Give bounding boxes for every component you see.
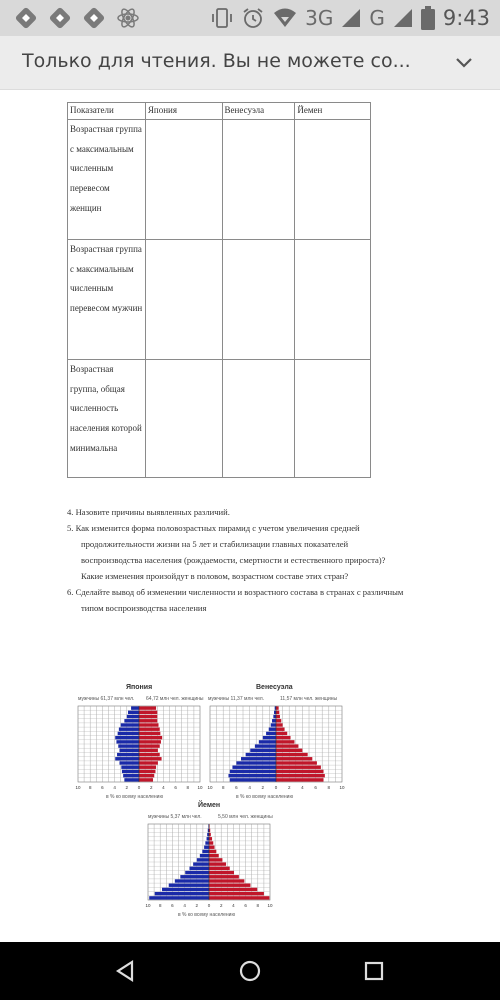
women-bar <box>276 774 325 777</box>
table-cell <box>222 120 295 240</box>
system-icons <box>211 6 490 30</box>
tick-label: 6 <box>244 903 247 908</box>
table-row <box>68 240 371 360</box>
recents-icon[interactable] <box>360 957 388 985</box>
tick-label: 8 <box>186 785 190 790</box>
men-bar <box>236 761 276 764</box>
pyramid-chart <box>206 704 346 790</box>
men-bar <box>155 892 209 895</box>
question-5-cont: Какие изменения произойдут в половом, возрастном составе этих стран? <box>81 571 349 581</box>
tick-label: 4 <box>113 785 116 790</box>
women-caption: 64,72 млн чел. женщины <box>146 696 204 702</box>
women-bar <box>276 757 312 760</box>
table-row <box>68 360 371 478</box>
chevron-down-icon[interactable] <box>454 53 474 73</box>
question-6: 6. Сделайте вывод об изменении численности и возрастного состава в странах с различным <box>67 587 404 597</box>
women-bar <box>276 719 281 722</box>
question-5-cont: продолжительности жизни на 5 лет и стабилизации главных показателей <box>81 539 349 549</box>
tick-label: 8 <box>158 903 162 908</box>
men-bar <box>197 858 209 861</box>
men-bar <box>149 896 209 899</box>
table-cell <box>145 360 222 478</box>
tick-label: 4 <box>301 785 304 790</box>
men-bar <box>272 719 276 722</box>
tick-label: 10 <box>267 903 273 908</box>
women-bar <box>139 757 162 760</box>
women-bar <box>276 761 317 764</box>
men-bar <box>117 753 139 756</box>
table-header: Йемен <box>295 103 371 120</box>
tick-label: 6 <box>235 785 238 790</box>
women-bar <box>209 846 214 849</box>
tick-label: 6 <box>314 785 317 790</box>
men-bar <box>131 706 139 709</box>
tick-label: 2 <box>195 903 199 908</box>
navigation-bar <box>0 942 500 1000</box>
tick-label: 8 <box>256 903 260 908</box>
tick-label: 2 <box>219 903 223 908</box>
women-bar <box>276 732 287 735</box>
women-bar <box>276 770 324 773</box>
pyramid-chart <box>144 822 274 908</box>
women-bar <box>209 841 213 844</box>
men-bar <box>124 778 139 781</box>
tick-label: 0 <box>274 785 278 790</box>
men-bar <box>118 744 139 747</box>
men-bar <box>116 740 139 743</box>
women-bar <box>139 774 154 777</box>
pyramid-venezuela <box>206 682 346 812</box>
network-type-label-2: G <box>369 6 385 30</box>
tick-label: 2 <box>261 785 265 790</box>
women-bar <box>209 850 216 853</box>
men-bar <box>118 732 139 735</box>
men-bar <box>266 732 276 735</box>
women-caption: 11,57 млн чел. женщины <box>280 696 338 702</box>
tick-label: 8 <box>221 785 225 790</box>
women-bar <box>209 862 226 865</box>
status-bar <box>0 0 500 36</box>
pyramid-title: Япония <box>126 684 153 691</box>
women-bar <box>276 740 294 743</box>
women-bar <box>209 888 257 891</box>
question-4: 4. Назовите причины выявленных различий. <box>67 507 230 517</box>
women-bar <box>139 736 162 739</box>
tick-label: 4 <box>248 785 251 790</box>
men-bar <box>121 766 139 769</box>
tick-label: 8 <box>88 785 92 790</box>
pyramid-chart <box>74 704 204 790</box>
table-cell <box>295 360 371 478</box>
tick-label: 10 <box>207 785 213 790</box>
men-bar <box>202 850 209 853</box>
axis-caption: в % ко всему населению <box>106 794 164 800</box>
men-bar <box>193 862 209 865</box>
men-bar <box>250 749 276 752</box>
men-caption: мужчины 5,37 млн чел. <box>148 814 202 820</box>
men-bar <box>175 879 209 882</box>
app-notification-icon <box>48 6 72 30</box>
women-bar <box>276 715 280 718</box>
comparison-table <box>67 102 371 478</box>
women-bar <box>139 749 158 752</box>
men-bar <box>269 728 276 731</box>
women-bar <box>139 761 158 764</box>
row-label: Возрастная группа с максимальным численным перевесом мужчин <box>70 244 143 314</box>
men-bar <box>180 875 209 878</box>
women-bar <box>209 867 230 870</box>
women-bar <box>139 715 157 718</box>
men-bar <box>263 736 276 739</box>
women-bar <box>209 875 239 878</box>
pyramid-yemen <box>144 800 274 930</box>
question-list <box>67 504 467 616</box>
tick-label: 4 <box>162 785 165 790</box>
women-bar <box>209 858 222 861</box>
men-caption: мужчины 61,37 млн чел. <box>78 696 135 702</box>
clock: 9:43 <box>442 6 490 30</box>
tick-label: 0 <box>207 903 211 908</box>
app-notification-icon <box>82 6 106 30</box>
women-bar <box>209 884 250 887</box>
women-bar <box>276 706 279 709</box>
tick-label: 10 <box>145 903 151 908</box>
table-cell <box>145 240 222 360</box>
network-type-label: 3G <box>305 6 334 30</box>
men-bar <box>204 846 209 849</box>
question-5-cont: воспроизводства населения (рождаемости, смертности и естественного прироста)? <box>81 555 386 565</box>
women-bar <box>209 892 264 895</box>
men-bar <box>124 719 139 722</box>
men-bar <box>241 757 276 760</box>
pyramid-title: Венесуэла <box>256 684 293 691</box>
tick-label: 6 <box>171 903 174 908</box>
women-bar <box>276 778 324 781</box>
men-bar <box>232 766 276 769</box>
row-label: Возрастная группа с максимальным численным перевесом женщин <box>70 124 142 213</box>
read-only-notice: Только для чтения. Вы не можете со... <box>22 50 411 72</box>
women-bar <box>276 749 302 752</box>
tick-label: 8 <box>327 785 331 790</box>
table-cell <box>222 240 295 360</box>
men-bar <box>123 774 139 777</box>
back-icon[interactable] <box>112 957 140 985</box>
women-bar <box>139 770 155 773</box>
vibrate-icon <box>211 6 233 30</box>
table-cell <box>222 360 295 478</box>
pyramid-title: Йемен <box>198 802 221 809</box>
men-bar <box>119 728 139 731</box>
question-5: 5. Как изменится форма половозрастных пирамид с учетом увеличения средней <box>67 523 360 533</box>
men-bar <box>200 854 209 857</box>
tick-label: 0 <box>137 785 141 790</box>
men-bar <box>205 841 209 844</box>
men-bar <box>185 871 209 874</box>
men-bar <box>169 884 209 887</box>
tick-label: 2 <box>287 785 291 790</box>
men-bar <box>255 744 276 747</box>
table-cell <box>295 120 371 240</box>
tick-label: 4 <box>183 903 186 908</box>
women-bar <box>139 766 156 769</box>
men-bar <box>162 888 209 891</box>
wifi-icon <box>273 7 297 29</box>
women-bar <box>209 837 212 840</box>
men-bar <box>230 770 276 773</box>
table-header-row <box>68 103 371 120</box>
app-notification-icon <box>14 6 38 30</box>
men-bar <box>228 774 276 777</box>
tick-label: 10 <box>75 785 81 790</box>
men-bar <box>230 778 276 781</box>
table-cell <box>68 120 146 240</box>
women-bar <box>139 778 153 781</box>
home-icon[interactable] <box>236 957 264 985</box>
alarm-icon <box>241 6 265 30</box>
women-bar <box>276 728 285 731</box>
table-header: Венесуэла <box>222 103 295 120</box>
table-header: Показатели <box>68 103 146 120</box>
pyramid-japan <box>74 682 204 812</box>
table-cell <box>145 120 222 240</box>
men-bar <box>121 723 139 726</box>
men-bar <box>259 740 276 743</box>
men-bar <box>128 711 139 714</box>
document-header <box>0 36 500 90</box>
men-bar <box>115 736 139 739</box>
women-bar <box>276 753 308 756</box>
men-bar <box>119 761 139 764</box>
men-bar <box>122 770 139 773</box>
women-bar <box>276 711 279 714</box>
signal-icon <box>393 8 413 28</box>
table-row <box>68 120 371 240</box>
tick-label: 10 <box>339 785 345 790</box>
tick-label: 10 <box>197 785 203 790</box>
tick-label: 2 <box>149 785 153 790</box>
women-bar <box>139 732 160 735</box>
table-cell <box>295 240 371 360</box>
men-bar <box>273 715 276 718</box>
women-bar <box>139 706 156 709</box>
women-bar <box>139 711 157 714</box>
men-bar <box>127 715 139 718</box>
women-bar <box>139 719 157 722</box>
men-bar <box>207 837 209 840</box>
men-caption: мужчины 11,37 млн чел. <box>208 696 265 702</box>
women-bar <box>276 744 298 747</box>
women-bar <box>139 740 161 743</box>
women-bar <box>209 871 234 874</box>
women-bar <box>209 879 244 882</box>
women-bar <box>139 723 159 726</box>
women-bar <box>276 766 321 769</box>
document-page[interactable] <box>0 90 500 942</box>
axis-caption: в % ко всему населению <box>178 912 236 918</box>
table-cell <box>68 360 146 478</box>
atom-icon <box>116 6 140 30</box>
battery-icon <box>421 6 435 30</box>
men-bar <box>119 749 139 752</box>
women-bar <box>276 736 291 739</box>
women-bar <box>139 728 160 731</box>
notification-icons <box>14 6 140 30</box>
table-cell <box>68 240 146 360</box>
table-header: Япония <box>145 103 222 120</box>
question-6-cont: типом воспроизводства населения <box>81 603 207 613</box>
women-bar <box>139 744 160 747</box>
men-bar <box>189 867 209 870</box>
tick-label: 6 <box>101 785 104 790</box>
tick-label: 4 <box>232 903 235 908</box>
men-bar <box>246 753 276 756</box>
men-bar <box>115 757 139 760</box>
signal-icon <box>341 8 361 28</box>
tick-label: 2 <box>125 785 129 790</box>
row-label: Возрастная группа, общая численность населения которой минимальна <box>70 364 142 453</box>
axis-caption: в % ко всему населению <box>236 794 294 800</box>
men-bar <box>271 723 276 726</box>
women-bar <box>276 723 283 726</box>
women-bar <box>209 854 219 857</box>
tick-label: 6 <box>174 785 177 790</box>
women-caption: 5,50 млн чел. женщины <box>218 814 273 820</box>
women-bar <box>139 753 160 756</box>
women-bar <box>209 896 269 899</box>
